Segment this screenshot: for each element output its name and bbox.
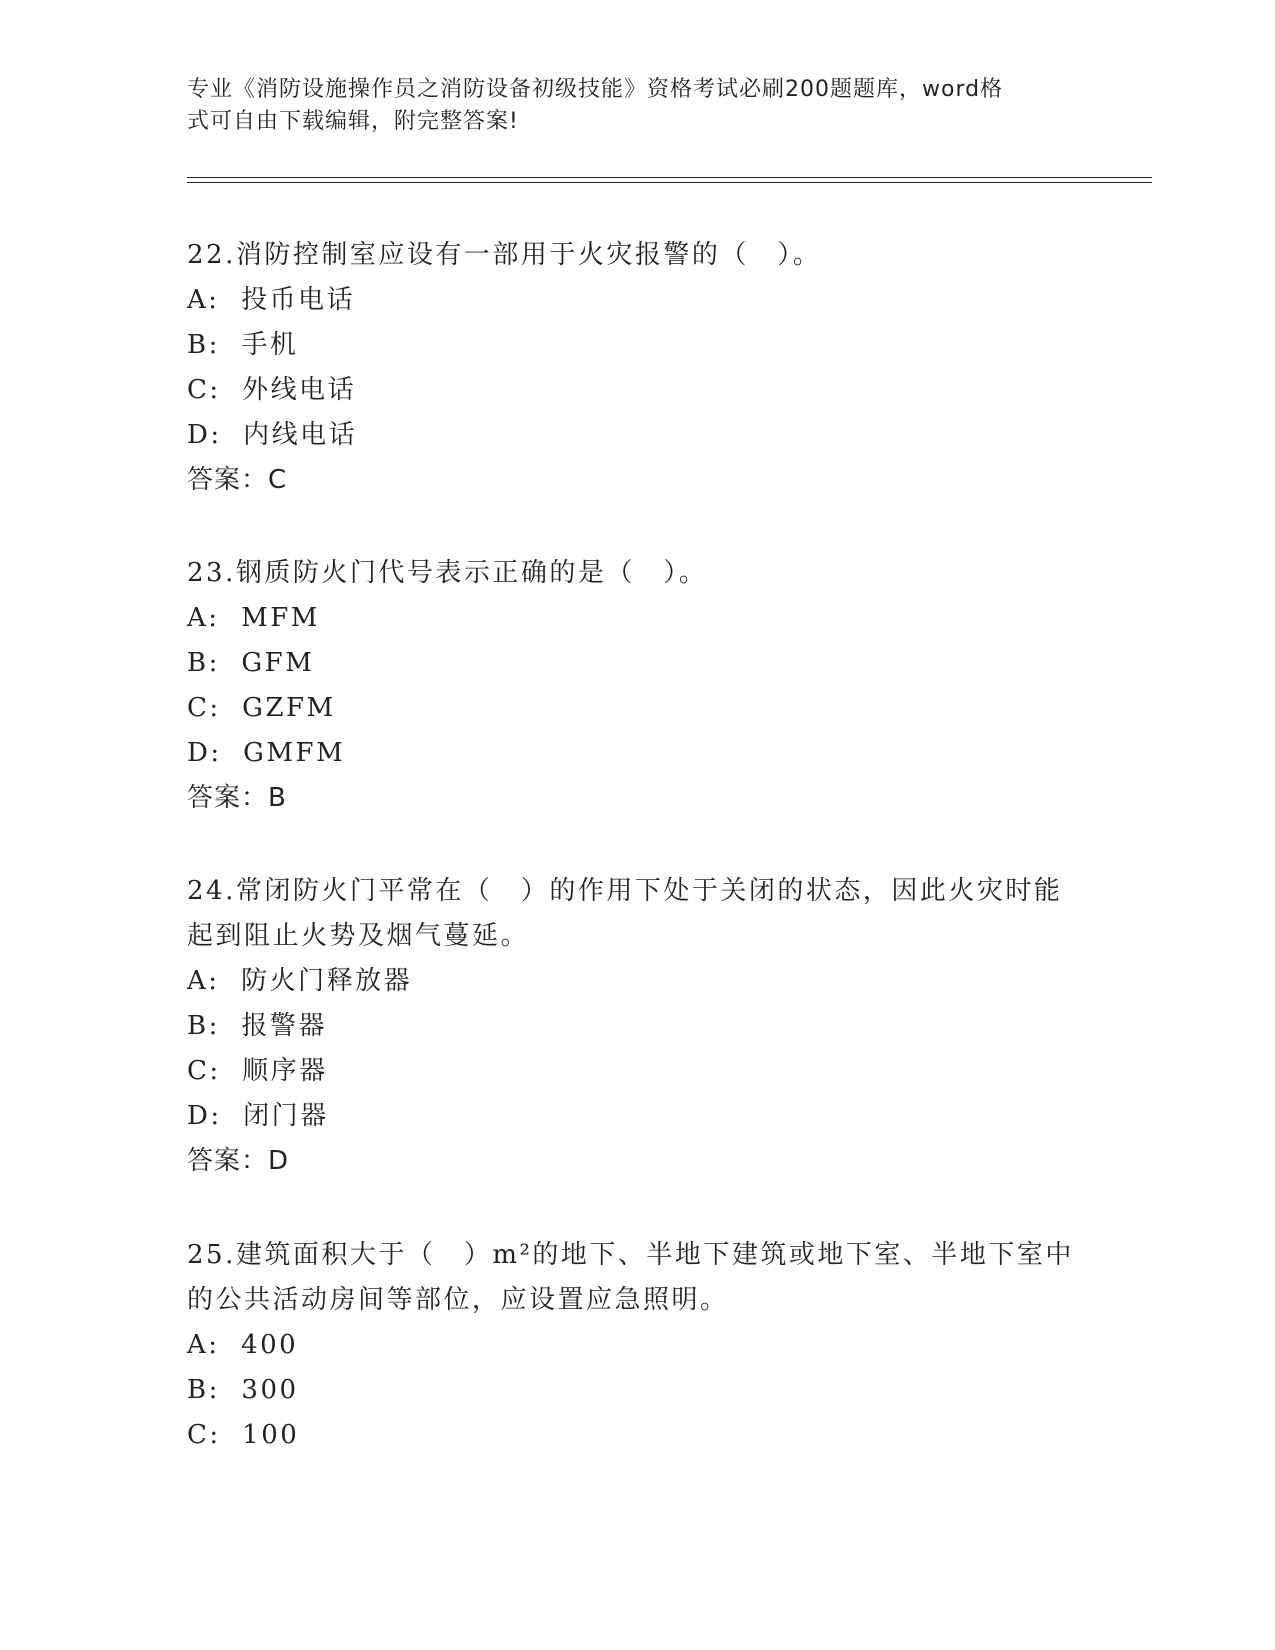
option-c: C: 100 (187, 1420, 300, 1450)
header-divider-top (187, 177, 1152, 178)
question-stem: 22.消防控制室应设有一部用于火灾报警的（ ）。 (187, 240, 822, 270)
option-a: A: 防火门释放器 (187, 966, 413, 996)
option-d: D: 闭门器 (187, 1101, 329, 1131)
header-divider-bottom (187, 182, 1152, 183)
document-header (187, 74, 1067, 138)
answer-line: 答案：B (187, 783, 287, 813)
option-d: D: GMFM (187, 738, 346, 768)
option-c: C: GZFM (187, 693, 336, 723)
question-stem-line-2: 的公共活动房间等部位，应设置应急照明。 (187, 1285, 729, 1315)
option-c: C: 顺序器 (187, 1056, 328, 1086)
question-24 (187, 869, 1087, 1184)
question-stem-line-2: 起到阻止火势及烟气蔓延。 (187, 921, 530, 951)
option-c: C: 外线电话 (187, 375, 357, 405)
option-a: A: MFM (187, 603, 320, 633)
option-b: B: 手机 (187, 330, 299, 360)
question-stem-line-1: 25.建筑面积大于（ ）m²的地下、半地下建筑或地下室、半地下室中 (187, 1240, 1074, 1270)
option-d: D: 内线电话 (187, 420, 358, 450)
question-stem-line-1: 24.常闭防火门平常在（ ）的作用下处于关闭的状态，因此火灾时能 (187, 876, 1063, 906)
answer-line: 答案：C (187, 465, 288, 495)
option-b: B: GFM (187, 648, 315, 678)
header-line-1: 专业《消防设施操作员之消防设备初级技能》资格考试必刷200题题库，word格 (187, 77, 1004, 102)
question-stem: 23.钢质防火门代号表示正确的是（ ）。 (187, 558, 708, 588)
answer-line: 答案：D (187, 1146, 290, 1176)
header-line-2: 式可自由下载编辑，附完整答案! (187, 109, 519, 134)
question-23 (187, 551, 1087, 821)
option-b: B: 报警器 (187, 1011, 327, 1041)
option-a: A: 投币电话 (187, 285, 356, 315)
question-22 (187, 233, 1087, 503)
option-a: A: 400 (187, 1330, 299, 1360)
option-b: B: 300 (187, 1375, 299, 1405)
question-25 (187, 1233, 1087, 1458)
